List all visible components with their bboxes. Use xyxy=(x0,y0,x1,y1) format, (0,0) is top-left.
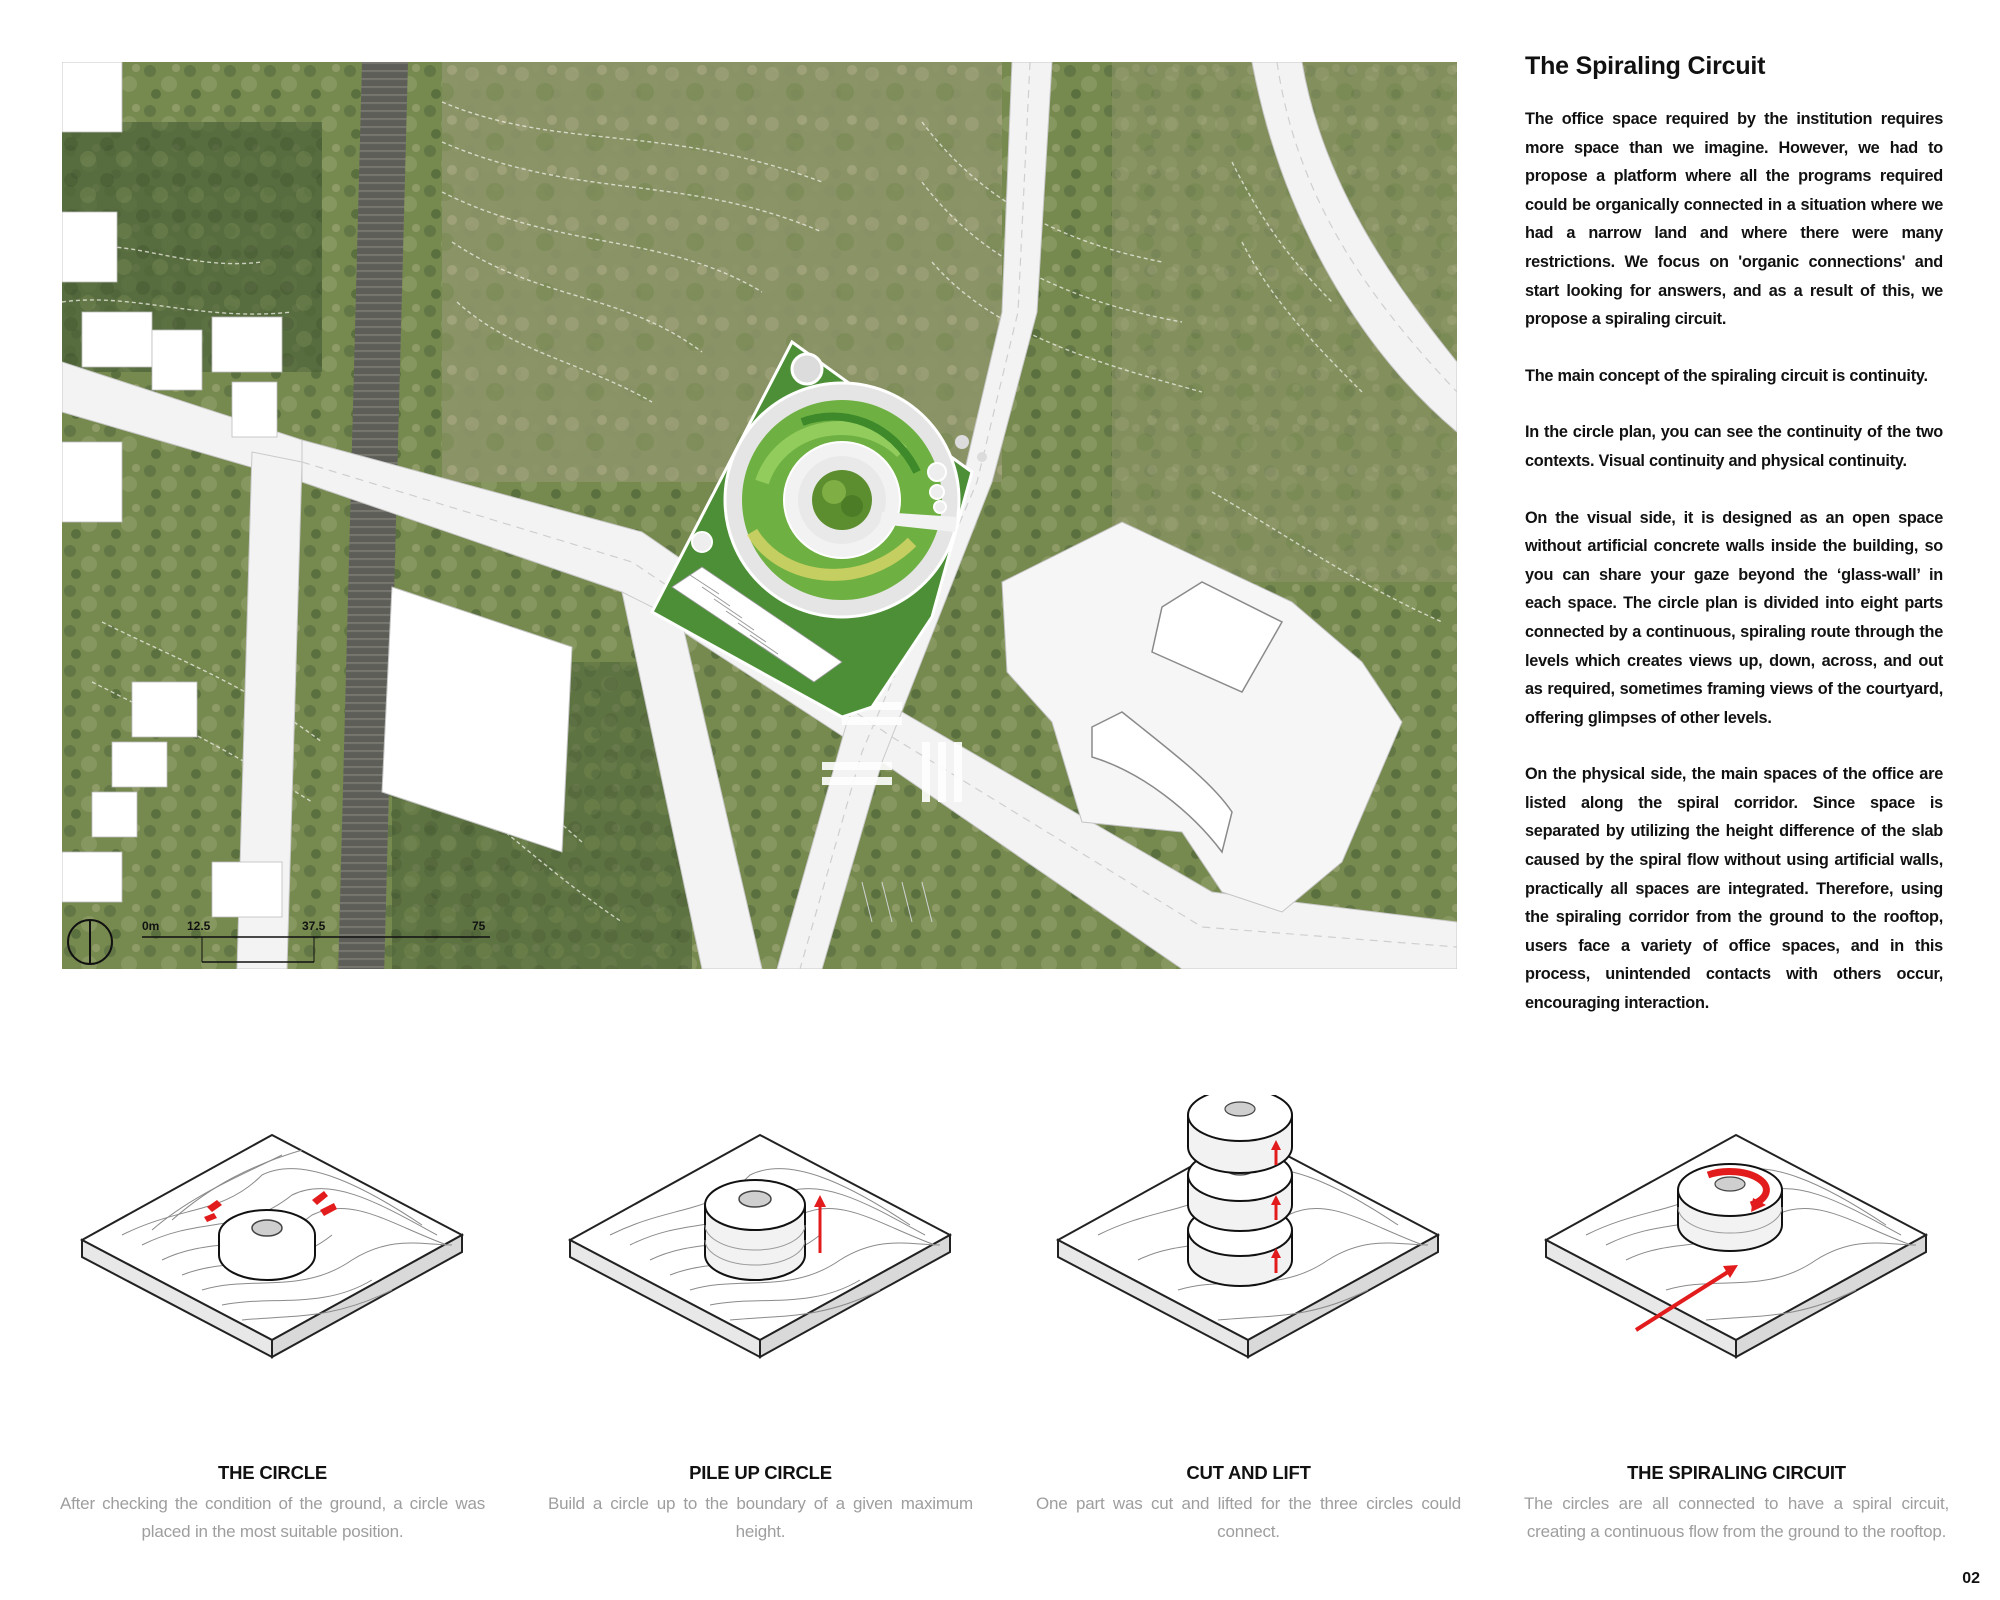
body-paragraph-5: On the physical side, the main spaces of the office are listed along the spiral corridor. Since space is separated by utilizing the height difference of the slab caused by the spiral flow without using artificial walls, practically all spaces are integrated. Therefore, using the spiraling corridor from the ground to the rooftop, users face a variety of office spaces, and in this process, unintended contacts with others occur, encouraging interaction. xyxy=(1525,765,1943,1013)
caption-pile-up-circle xyxy=(548,1462,973,1546)
scale-label-0: 0m xyxy=(142,919,160,933)
body-paragraph-1: The office space required by the institution requires more space than we imagine. However, we had to propose a platform where all the programs required could be organically connected in a situation where we had a narrow land and where there were many restrictions. We focus on 'organic connections' and start looking for answers, and as a result of this, we propose a spiraling circuit. xyxy=(1525,110,1943,329)
caption-title: CUT AND LIFT xyxy=(1186,1462,1311,1483)
scale-label-1: 12.5 xyxy=(187,919,211,933)
caption-text: Build a circle up to the boundary of a given maximum height. xyxy=(548,1494,973,1541)
caption-title: THE CIRCLE xyxy=(217,1462,327,1483)
diagram-spiraling-circuit xyxy=(1526,1095,1946,1425)
page-number: 02 xyxy=(1962,1570,1980,1587)
caption-text: The circles are all connected to have a spiral circuit, creating a continuous flow from the ground to the rooftop. xyxy=(1524,1494,1949,1541)
body-paragraph-4: On the visual side, it is designed as an open space without artificial concrete walls inside the building, so you can share your gaze beyond the ‘glass-wall’ in each space. The circle plan is divided into eight parts connected by a continuous, spiraling route through the levels which creates views up, down, across, and out as required, sometimes framing views of the courtyard, offering glimpses of other levels. xyxy=(1525,508,1943,727)
page-title: The Spiraling Circuit xyxy=(1525,52,1766,80)
description-panel xyxy=(1525,52,1943,1046)
diagram-the-circle xyxy=(62,1095,482,1425)
caption-the-circle xyxy=(60,1462,485,1546)
diagram-pile-up-circle xyxy=(550,1095,970,1425)
caption-text: After checking the condition of the ground, a circle was placed in the most suitable position. xyxy=(60,1494,485,1541)
scale-label-3: 75 xyxy=(472,919,486,933)
caption-spiraling-circuit xyxy=(1524,1462,1949,1546)
body-paragraph-2: The main concept of the spiraling circuit is continuity. xyxy=(1525,366,1928,385)
body-paragraph-3: In the circle plan, you can see the continuity of the two contexts. Visual continuity and physical continuity. xyxy=(1525,423,1943,470)
caption-title: THE SPIRALING CIRCUIT xyxy=(1627,1462,1846,1483)
caption-text: One part was cut and lifted for the three circles could connect. xyxy=(1036,1494,1461,1541)
diagram-cut-and-lift xyxy=(1038,1095,1458,1425)
caption-title: PILE UP CIRCLE xyxy=(689,1462,832,1483)
caption-cut-and-lift xyxy=(1036,1462,1461,1546)
site-plan-image xyxy=(62,62,1457,969)
scale-label-2: 37.5 xyxy=(302,919,326,933)
